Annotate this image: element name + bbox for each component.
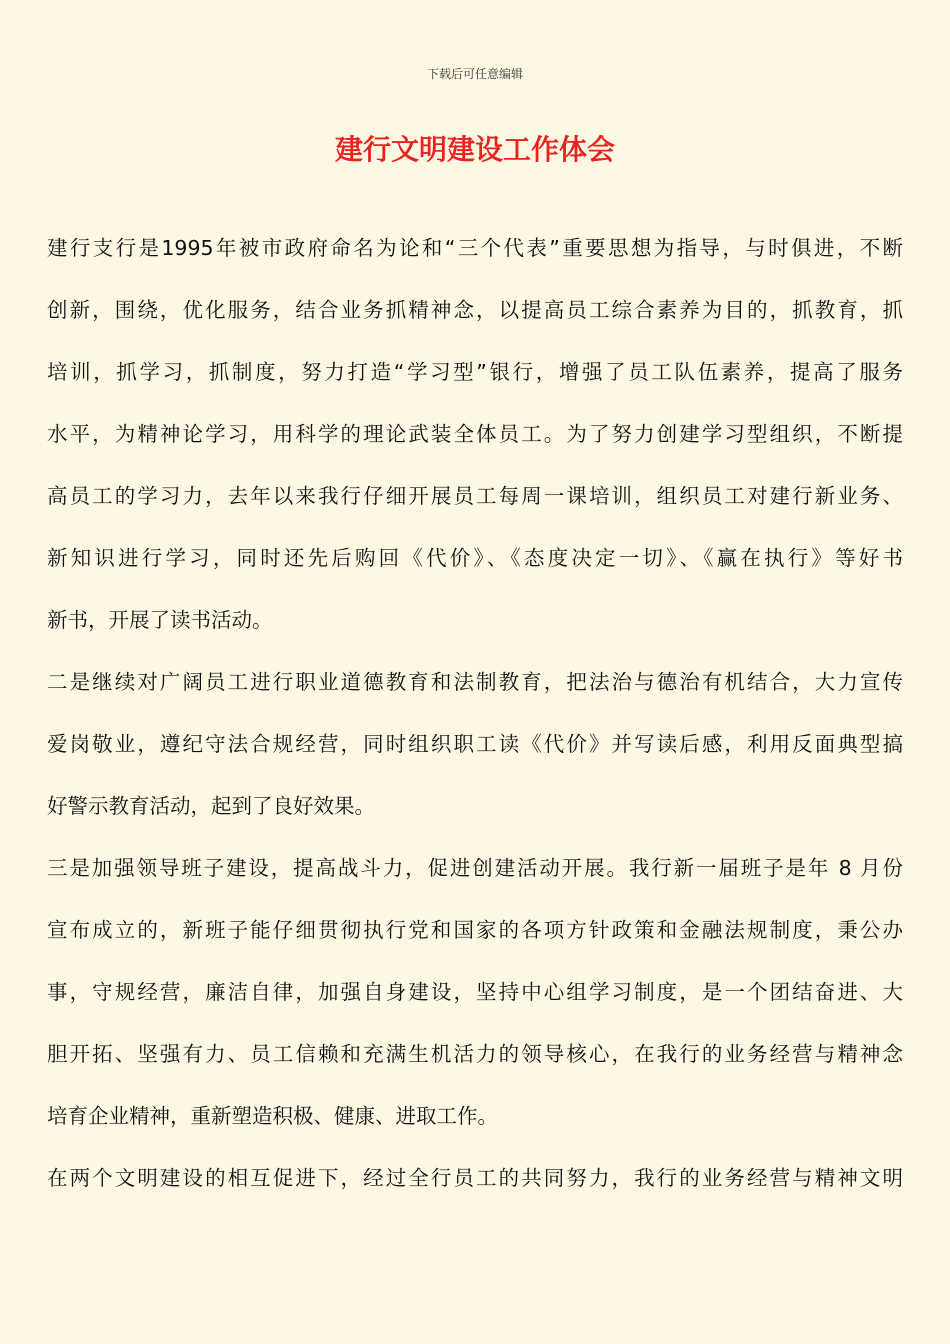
text-line: 培育企业精神，重新塑造积极、健康、进取工作。: [47, 1104, 498, 1128]
text-line: 好警示教育活动，起到了良好效果。: [47, 794, 375, 818]
paragraph-1: [47, 217, 903, 651]
text-line: 建行支行是1995年被市政府命名为论和“三个代表”重要思想为指导，与时俱进，不断: [47, 236, 903, 260]
text-line: 爱岗敬业，遵纪守法合规经营，同时组织职工读《代价》并写读后感，利用反面典型搞: [47, 732, 903, 756]
text-line: 高员工的学习力，去年以来我行仔细开展员工每周一课培训，组织员工对建行新业务、: [47, 484, 903, 508]
document-body: [47, 217, 903, 1209]
paragraph-3: [47, 837, 903, 1147]
paragraph-2: [47, 651, 903, 837]
text-line: 二是继续对广阔员工进行职业道德教育和法制教育，把法治与德治有机结合，大力宣传: [47, 670, 903, 694]
text-line: 胆开拓、坚强有力、员工信赖和充满生机活力的领导核心，在我行的业务经营与精神念: [47, 1042, 903, 1066]
document-title: 建行文明建设工作体会: [334, 133, 615, 166]
download-note: 下载后可任意编辑: [426, 67, 523, 81]
paragraph-4: [47, 1147, 903, 1209]
text-line: 创新，围绕，优化服务，结合业务抓精神念，以提高员工综合素养为目的，抓教育，抓: [47, 298, 903, 322]
text-line: 事，守规经营，廉洁自律，加强自身建设，坚持中心组学习制度，是一个团结奋进、大: [47, 980, 903, 1004]
text-line: 宣布成立的，新班子能仔细贯彻执行党和国家的各项方针政策和金融法规制度，秉公办: [47, 918, 903, 942]
text-line: 培训，抓学习，抓制度，努力打造“学习型”银行，增强了员工队伍素养，提高了服务: [47, 360, 903, 384]
text-line: 新书，开展了读书活动。: [47, 608, 273, 632]
text-line: 新知识进行学习，同时还先后购回《代价》、《态度决定一切》、《赢在执行》等好书: [47, 546, 903, 570]
text-line: 水平，为精神论学习，用科学的理论武装全体员工。为了努力创建学习型组织，不断提: [47, 422, 903, 446]
text-line: 三是加强领导班子建设，提高战斗力，促进创建活动开展。我行新一届班子是年 8 月份: [47, 856, 903, 880]
text-line: 在两个文明建设的相互促进下，经过全行员工的共同努力，我行的业务经营与精神文明: [47, 1166, 903, 1190]
